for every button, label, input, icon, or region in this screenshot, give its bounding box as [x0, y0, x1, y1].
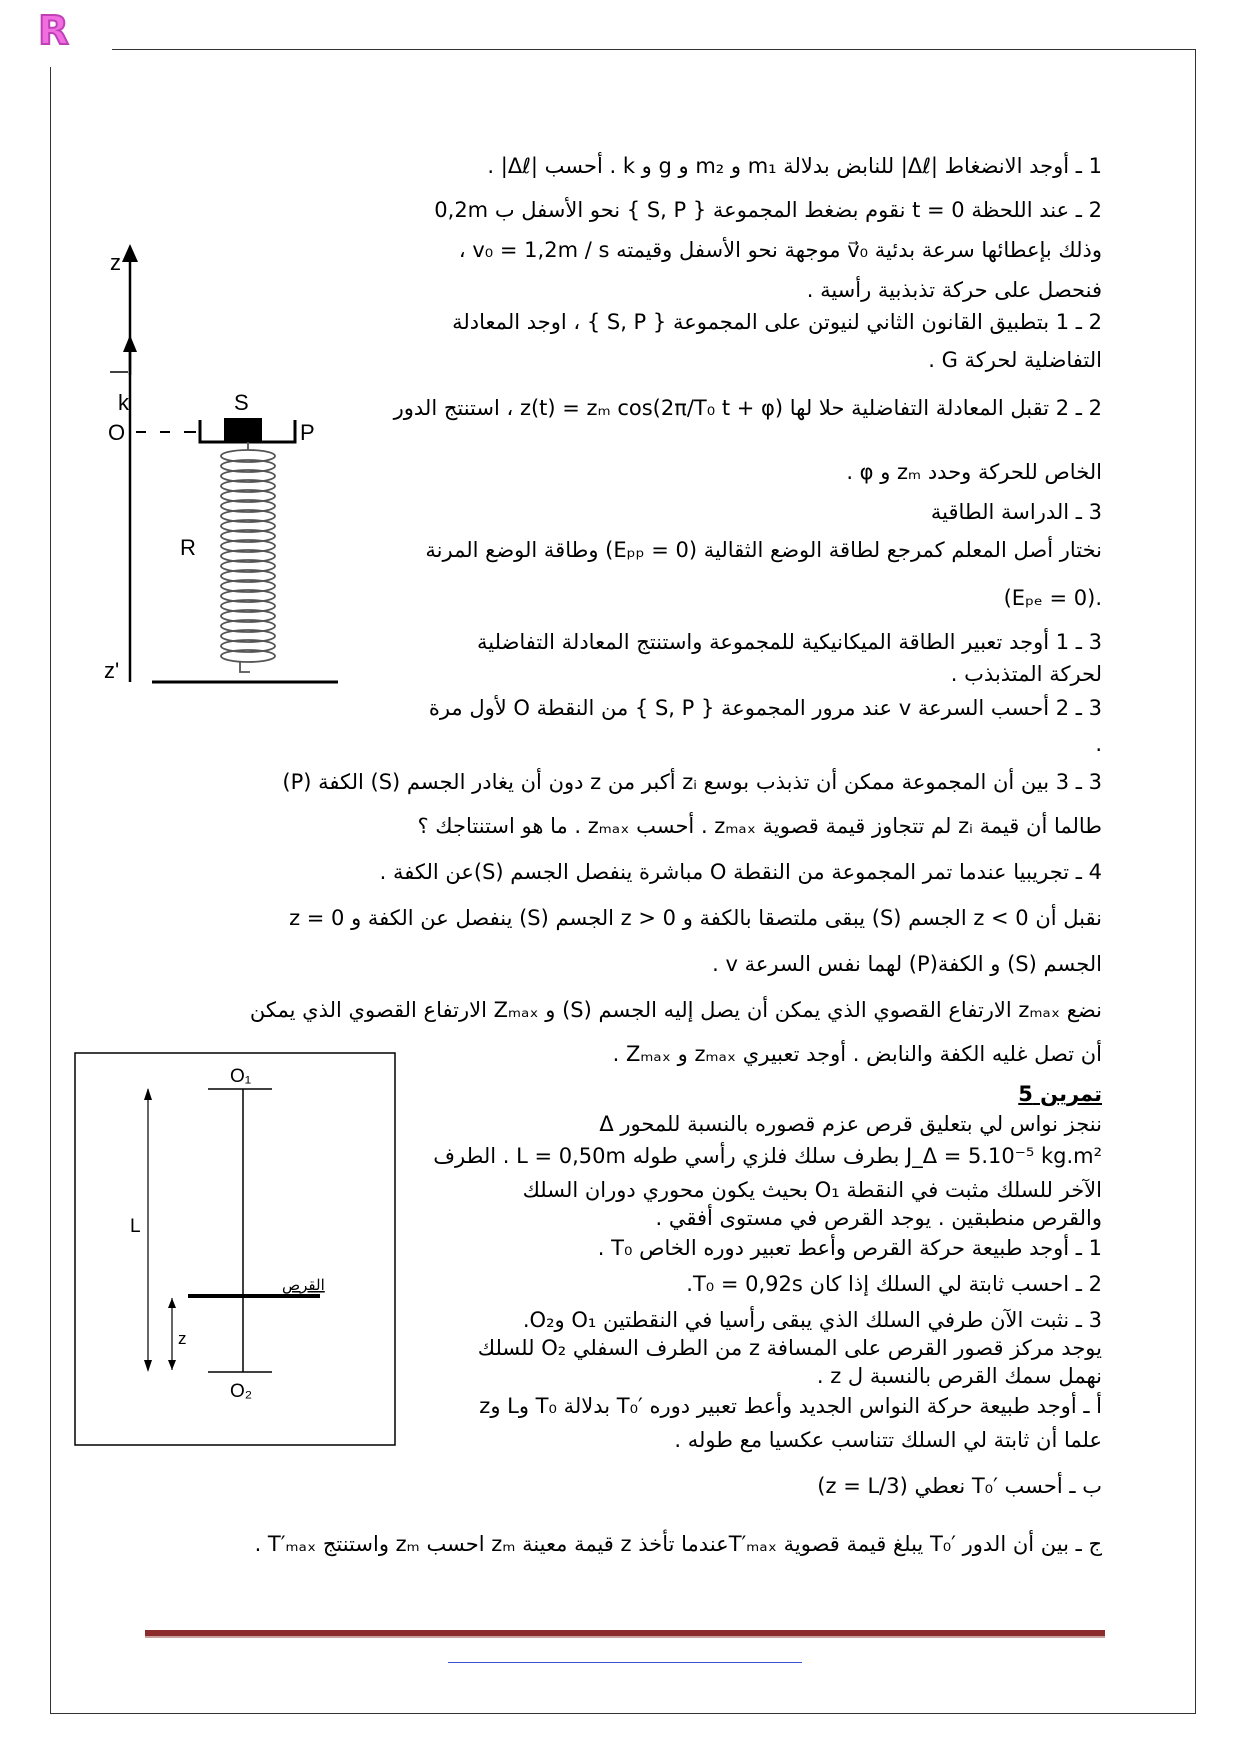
- frame-bottom-rule: [50, 1713, 1196, 1714]
- exercise-5-q3-line-3: نهمل سمك القرص بالنسبة ل z .: [816, 1364, 1102, 1388]
- exercise-5-q3-line-2: يوجد مركز قصور القرص على المسافة z من الطرف السفلي O₂ للسلك: [477, 1336, 1102, 1360]
- O1-label: O₁: [230, 1066, 252, 1087]
- question-1: 1 ـ أوجد الانضغاط |Δℓ| للنابض بدلالة m₁ و m₂ و g و k . أحسب |Δℓ| .: [487, 154, 1102, 178]
- question-3-2: 3 ـ 2 أحسب السرعة v عند مرور المجموعة { S, P } من النقطة O لأول مرة: [428, 696, 1102, 720]
- logo: R: [38, 8, 69, 54]
- torsion-pendulum-figure: [74, 1052, 398, 1448]
- exercise-5-line-1: ننجز نواس لي بتعليق قرص عزم قصوره بالنسبة للمحور Δ: [599, 1112, 1102, 1136]
- exercise-5-qa: أ ـ أوجد طبيعة حركة النواس الجديد وأعط تعبير دوره T₀′ بدلالة T₀ وL وz: [479, 1394, 1102, 1418]
- z-prime-label: z': [104, 658, 120, 683]
- exercise-5-q1: 1 ـ أوجد طبيعة حركة القرص وأعط تعبير دوره الخاص T₀ .: [597, 1236, 1102, 1260]
- z-axis-label: z: [110, 250, 121, 275]
- question-3-2-line-2: .: [1095, 732, 1102, 756]
- question-2-line-2: وذلك بإعطائها سرعة بدئية v⃗₀ موجهة نحو الأسفل وقيمته v₀ = 1,2m / s ،: [458, 238, 1102, 262]
- exercise-5-line-3: الآخر للسلك مثبت في النقطة O₁ بحيث يكون محوري دوران السلك: [522, 1178, 1102, 1202]
- question-3-1-line-2: لحركة المتذبذب .: [950, 662, 1102, 686]
- spring-R-label: R: [180, 535, 196, 560]
- footer-rule: [145, 1630, 1105, 1638]
- pan-P-label: P: [300, 420, 315, 445]
- exercise-5-line-2: J_Δ = 5.10⁻⁵ kg.m² بطرف سلك فلزي رأسي طوله L = 0,50m . الطرف: [433, 1144, 1102, 1168]
- solid-S-label: S: [234, 390, 249, 415]
- question-4-line-3: الجسم (S) و الكفة(P) لهما نفس السرعة v .: [712, 952, 1102, 976]
- question-3-3: 3 ـ 3 بين أن المجموعة ممكن أن تذبذب بوسع zᵢ أكبر من z دون أن يغادر الجسم (S) الكفة (P): [282, 770, 1102, 794]
- question-4-line-5: أن تصل غليه الكفة والنابض . أوجد تعبيري zₘₐₓ و Zₘₐₓ .: [612, 1042, 1102, 1066]
- exercise-5-qc: ج ـ بين أن الدور T₀′ يبلغ قيمة قصوية T′ₘₐₓعندما تأخذ z قيمة معينة zₘ احسب zₘ واستنتج T′ₘₐₓ .: [254, 1532, 1102, 1556]
- question-3-line-2: نختار أصل المعلم كمرجع لطاقة الوضع الثقالية (Eₚₚ = 0) وطاقة الوضع المرنة: [425, 538, 1102, 562]
- frame-right-rule: [1195, 49, 1196, 1714]
- frame-top-rule: [112, 49, 1196, 50]
- disk-label: القرص: [282, 1277, 325, 1294]
- footer-link-line[interactable]: [448, 1662, 802, 1663]
- question-3-3-line-2: طالما أن قيمة zᵢ لم تتجاوز قيمة قصوية zₘₐₓ . أحسب zₘₐₓ . ما هو استنتاجك ؟: [417, 814, 1102, 838]
- origin-label: O: [108, 420, 126, 445]
- spring-figure: [100, 240, 360, 700]
- L-label: L: [130, 1216, 141, 1237]
- exercise-5-q2: 2 ـ احسب ثابتة لي السلك إذا كان T₀ = 0,92s.: [686, 1272, 1102, 1296]
- question-3-line-3: .(Eₚₑ = 0): [1003, 586, 1102, 610]
- question-2-1: 2 ـ 1 بتطبيق القانون الثاني لنيوتن على المجموعة { S, P } ، اوجد المعادلة: [452, 310, 1102, 334]
- z-distance-label: z: [178, 1329, 187, 1348]
- frame-left-rule: [50, 67, 51, 1714]
- question-4-line-2: نقبل أن z < 0 الجسم (S) يبقى ملتصقا بالكفة و z > 0 الجسم (S) ينفصل عن الكفة و z = 0: [289, 906, 1102, 930]
- question-2-2-line-2: الخاص للحركة وحدد zₘ و φ .: [846, 460, 1102, 484]
- question-2: 2 ـ عند اللحظة t = 0 نقوم بضغط المجموعة { S, P } نحو الأسفل ب 0,2m: [434, 198, 1102, 222]
- exercise-5-qb: ب ـ أحسب T₀′ نعطي (z = L/3): [817, 1474, 1102, 1498]
- question-3: 3 ـ الدراسة الطاقية: [930, 500, 1102, 524]
- question-2-2: 2 ـ 2 تقبل المعادلة التفاضلية حلا لها z(t) = zₘ cos(2π/T₀ t + φ) ، استنتج الدور: [393, 396, 1102, 420]
- question-4: 4 ـ تجريبيا عندما تمر المجموعة من النقطة O مباشرة ينفصل الجسم (S)عن الكفة .: [379, 860, 1102, 884]
- exercise-5-heading: تمرين 5: [1018, 1082, 1102, 1106]
- k-vector-label: k: [118, 390, 129, 415]
- question-2-1-line-2: التفاضلية لحركة G .: [928, 348, 1102, 372]
- O2-label: O₂: [230, 1381, 253, 1402]
- question-2-line-3: فنحصل على حركة تذبذبية رأسية .: [806, 278, 1102, 302]
- question-4-line-4: نضع zₘₐₓ الارتفاع القصوي الذي يمكن أن يصل إليه الجسم (S) و Zₘₐₓ الارتفاع القصوي الذي يمكن: [249, 998, 1102, 1022]
- exercise-5-q3: 3 ـ نثبت الآن طرفي السلك الذي يبقى رأسيا في النقطتين O₁ وO₂.: [522, 1308, 1102, 1332]
- question-3-1: 3 ـ 1 أوجد تعبير الطاقة الميكانيكية للمجموعة واستنتج المعادلة التفاضلية: [477, 630, 1102, 654]
- exercise-5-qa-line-2: علما أن ثابتة لي السلك تتناسب عكسيا مع طوله .: [674, 1428, 1102, 1452]
- exercise-5-line-4: والقرص منطبقين . يوجد القرص في مستوى أفقي .: [655, 1206, 1102, 1230]
